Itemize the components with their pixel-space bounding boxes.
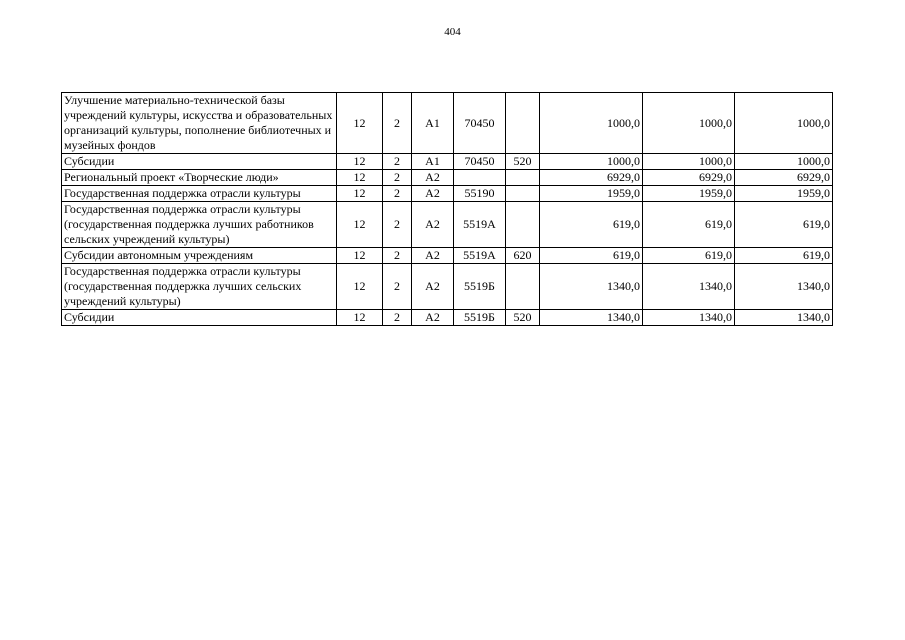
row-expense-type [506, 264, 540, 310]
row-amount-1: 1000,0 [540, 154, 643, 170]
row-description: Государственная поддержка отрасли культуры (государственная поддержка лучших работников сельских учреждений культуры) [62, 202, 337, 248]
row-description: Субсидии [62, 154, 337, 170]
row-program: A2 [412, 186, 454, 202]
row-amount-3: 1000,0 [735, 93, 833, 154]
row-amount-2: 619,0 [643, 202, 735, 248]
row-subsection: 2 [383, 93, 412, 154]
row-expense-type: 620 [506, 248, 540, 264]
table-row [62, 186, 833, 202]
row-amount-3: 6929,0 [735, 170, 833, 186]
row-amount-1: 1000,0 [540, 93, 643, 154]
page-number: 404 [444, 26, 461, 38]
row-subsection: 2 [383, 310, 412, 326]
table-row [62, 170, 833, 186]
row-amount-2: 1340,0 [643, 310, 735, 326]
row-amount-2: 1000,0 [643, 93, 735, 154]
row-amount-1: 6929,0 [540, 170, 643, 186]
row-amount-1: 619,0 [540, 202, 643, 248]
row-section: 12 [337, 264, 383, 310]
row-direction: 5519A [454, 248, 506, 264]
row-amount-1: 1959,0 [540, 186, 643, 202]
table-row [62, 310, 833, 326]
row-amount-3: 1340,0 [735, 264, 833, 310]
row-section: 12 [337, 154, 383, 170]
row-amount-1: 1340,0 [540, 310, 643, 326]
row-section: 12 [337, 310, 383, 326]
table-row [62, 248, 833, 264]
row-expense-type [506, 202, 540, 248]
row-expense-type: 520 [506, 310, 540, 326]
table-row [62, 93, 833, 154]
row-program: A2 [412, 248, 454, 264]
row-amount-1: 619,0 [540, 248, 643, 264]
row-amount-3: 1340,0 [735, 310, 833, 326]
row-direction: 5519Б [454, 310, 506, 326]
row-amount-2: 1000,0 [643, 154, 735, 170]
row-direction: 55190 [454, 186, 506, 202]
row-expense-type [506, 170, 540, 186]
row-direction: 5519Б [454, 264, 506, 310]
table-row [62, 202, 833, 248]
row-description: Улучшение материально-технической базы учреждений культуры, искусства и образовательных организаций культуры, пополнение библиотечных и музейных фондов [62, 93, 337, 154]
row-section: 12 [337, 248, 383, 264]
row-section: 12 [337, 170, 383, 186]
row-section: 12 [337, 186, 383, 202]
row-amount-3: 1959,0 [735, 186, 833, 202]
row-program: A2 [412, 264, 454, 310]
row-description: Государственная поддержка отрасли культуры (государственная поддержка лучших сельских учреждений культуры) [62, 264, 337, 310]
row-amount-2: 6929,0 [643, 170, 735, 186]
table-row [62, 154, 833, 170]
row-program: A2 [412, 170, 454, 186]
row-subsection: 2 [383, 170, 412, 186]
row-program: A2 [412, 310, 454, 326]
row-direction: 70450 [454, 154, 506, 170]
row-amount-2: 1959,0 [643, 186, 735, 202]
budget-table [61, 92, 833, 326]
row-expense-type [506, 93, 540, 154]
row-subsection: 2 [383, 154, 412, 170]
row-program: A2 [412, 202, 454, 248]
row-description: Субсидии автономным учреждениям [62, 248, 337, 264]
row-section: 12 [337, 202, 383, 248]
row-amount-3: 619,0 [735, 248, 833, 264]
row-section: 12 [337, 93, 383, 154]
row-description: Региональный проект «Творческие люди» [62, 170, 337, 186]
row-amount-3: 1000,0 [735, 154, 833, 170]
row-description: Государственная поддержка отрасли культуры [62, 186, 337, 202]
row-expense-type [506, 186, 540, 202]
row-program: A1 [412, 154, 454, 170]
row-expense-type: 520 [506, 154, 540, 170]
row-subsection: 2 [383, 186, 412, 202]
row-direction: 70450 [454, 93, 506, 154]
row-subsection: 2 [383, 202, 412, 248]
row-direction [454, 170, 506, 186]
row-amount-2: 619,0 [643, 248, 735, 264]
row-direction: 5519A [454, 202, 506, 248]
row-program: A1 [412, 93, 454, 154]
row-subsection: 2 [383, 264, 412, 310]
row-amount-3: 619,0 [735, 202, 833, 248]
row-amount-1: 1340,0 [540, 264, 643, 310]
table-row [62, 264, 833, 310]
row-amount-2: 1340,0 [643, 264, 735, 310]
row-subsection: 2 [383, 248, 412, 264]
row-description: Субсидии [62, 310, 337, 326]
